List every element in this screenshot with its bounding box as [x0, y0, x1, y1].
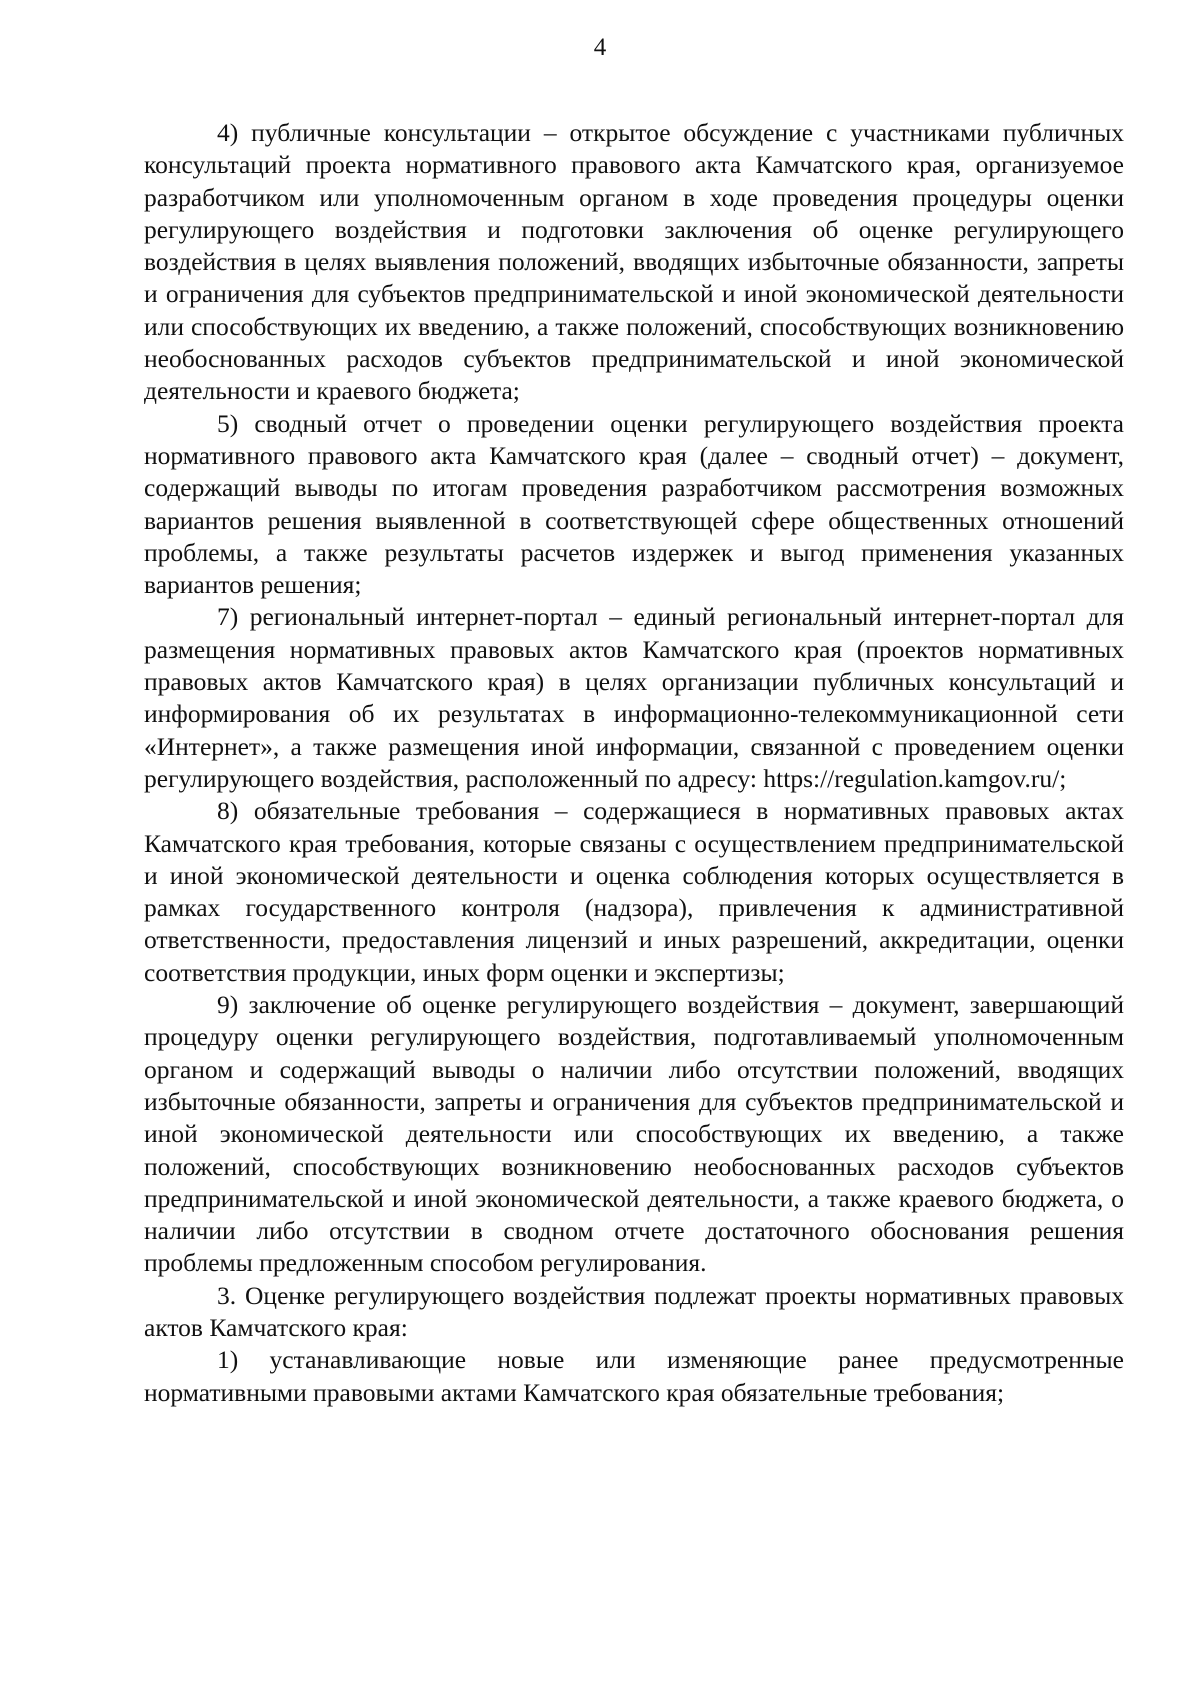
page-number: 4 [593, 34, 607, 61]
document-body [144, 117, 1124, 1409]
paragraph-item-3: 3. Оценке регулирующего воздействия подлежат проекты нормативных правовых актов Камчатского края: [144, 1280, 1124, 1342]
paragraph-mandatory-requirements: 8) обязательные требования – содержащиеся в нормативных правовых актах Камчатского края требования, которые связаны с осуществлением предпринимательской и иной экономической деятельности и оценка соблюдения которых осуществляется в рамках государственного контроля (надзора), привлечения к административной ответственности, предоставления лицензий и иных разрешений, аккредитации, оценки соответствия продукции, иных форм оценки и экспертизы; [144, 796, 1124, 987]
paragraph-summary-report: 5) сводный отчет о проведении оценки регулирующего воздействия проекта нормативного правового акта Камчатского края (далее – сводный отчет) – документ, содержащий выводы по итогам проведения разработчиком рассмотрения возможных вариантов решения выявленной в соответствующей сфере общественных отношений проблемы, а также результаты расчетов издержек и выгод применения указанных вариантов решения; [144, 408, 1124, 600]
paragraph-regional-portal: 7) региональный интернет-портал – единый региональный интернет-портал для размещения нормативных правовых актов Камчатского края (проектов нормативных правовых актов Камчатского края) в целях организации публичных консультаций и информирования об их результатах в информационно-телекоммуникационной сети «Интернет», а также размещения иной информации, связанной с проведением оценки регулирующего воздействия, расположенный по адресу: https://regulation.kamgov.ru/; [144, 602, 1124, 793]
paragraph-public-consultations: 4) публичные консультации – открытое обсуждение с участниками публичных консультаций проекта нормативного правового акта Камчатского края, организуемое разработчиком или уполномоченным органом в ходе проведения процедуры оценки регулирующего воздействия и подготовки заключения об оценке регулирующего воздействия в целях выявления положений, вводящих избыточные обязанности, запреты и ограничения для субъектов предпринимательской и иной экономической деятельности или способствующих их введению, а также положений, способствующих возникновению необоснованных расходов субъектов предпринимательской и иной экономической деятельности и краевого бюджета; [144, 118, 1124, 406]
paragraph-subitem-1: 1) устанавливающие новые или изменяющие ранее предусмотренные нормативными правовыми актами Камчатского края обязательные требования; [144, 1345, 1124, 1407]
paragraph-conclusion: 9) заключение об оценке регулирующего воздействия – документ, завершающий процедуру оценки регулирующего воздействия, подготавливаемый уполномоченным органом и содержащий выводы о наличии либо отсутствии положений, вводящих избыточные обязанности, запреты и ограничения для субъектов предпринимательской и иной экономической деятельности или способствующих их введению, а также положений, способствующих возникновению необоснованных расходов субъектов предпринимательской и иной экономической деятельности, а также краевого бюджета, о наличии либо отсутствии в сводном отчете достаточного обоснования решения проблемы предложенным способом регулирования. [144, 990, 1124, 1278]
